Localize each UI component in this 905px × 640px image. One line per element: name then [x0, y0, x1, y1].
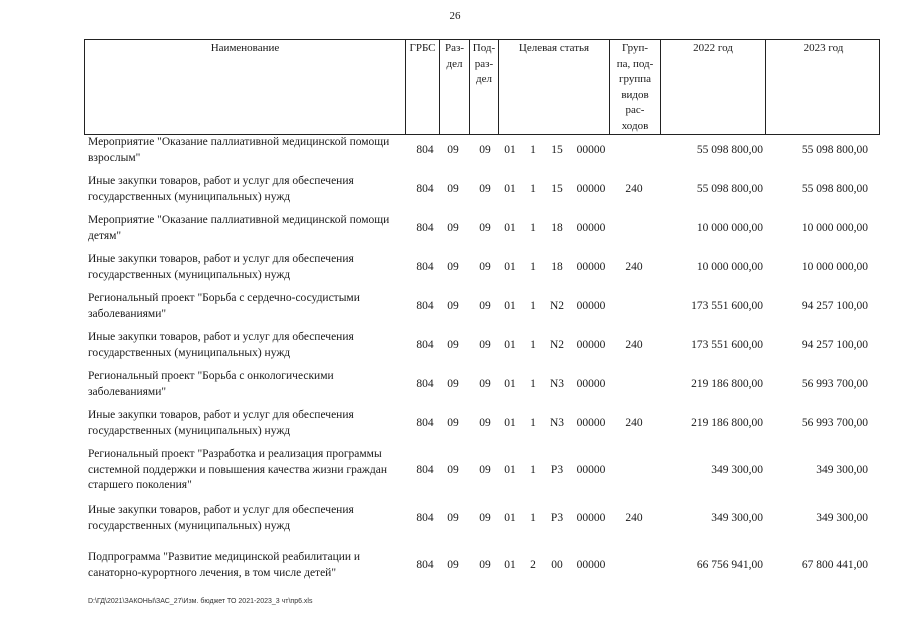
cell-grbs: 804	[416, 463, 434, 476]
cell-target-program: 01	[504, 416, 516, 429]
cell-target-program: 01	[504, 338, 516, 351]
cell-podrazdel: 09	[479, 416, 491, 429]
cell-podrazdel: 09	[479, 377, 491, 390]
file-path-footer: D:\ГД\2021\ЗАКОНЫ\ЗАС_27\Изм. бюджет ТО 2021-2023_3 чт\пр6.xls	[88, 598, 313, 605]
cell-group: 240	[625, 260, 643, 273]
cell-group: 240	[625, 416, 643, 429]
header-razdel: Раз- дел	[439, 40, 469, 134]
cell-name: Подпрограмма "Развитие медицинской реабилитации и санаторно-курортного лечения, в том числе детей"	[88, 551, 361, 579]
cell-grbs: 804	[416, 511, 434, 524]
cell-target-subprogram: 1	[530, 511, 536, 524]
cell-target-direction: N3	[549, 377, 565, 390]
cell-name: Региональный проект "Разработка и реализация программы системной поддержки и повышения качества жизни граждан старшего поколения"	[88, 448, 387, 491]
cell-amount-2022: 173 551 600,00	[691, 338, 763, 351]
cell-target-code: 00000	[576, 260, 606, 273]
cell-name: Иные закупки товаров, работ и услуг для обеспечения государственных (муниципальных) нужд	[88, 253, 354, 281]
table-row	[0, 330, 905, 361]
cell-razdel: 09	[447, 299, 459, 312]
cell-target-direction: N2	[549, 299, 565, 312]
table-row	[0, 252, 905, 283]
cell-amount-2023: 55 098 800,00	[801, 182, 868, 195]
cell-target-subprogram: 1	[530, 416, 536, 429]
cell-target-direction: P3	[550, 511, 564, 524]
cell-target-program: 01	[504, 511, 516, 524]
cell-razdel: 09	[447, 338, 459, 351]
cell-name: Иные закупки товаров, работ и услуг для обеспечения государственных (муниципальных) нужд	[88, 331, 354, 359]
cell-target-code: 00000	[576, 182, 606, 195]
cell-name: Региональный проект "Борьба с сердечно-сосудистыми заболеваниями"	[88, 292, 360, 320]
table-row	[0, 503, 905, 534]
cell-razdel: 09	[447, 260, 459, 273]
cell-razdel: 09	[447, 182, 459, 195]
cell-target-code: 00000	[576, 416, 606, 429]
cell-podrazdel: 09	[479, 260, 491, 273]
header-grbs: ГРБС	[405, 40, 439, 134]
table-row	[0, 408, 905, 439]
cell-razdel: 09	[447, 511, 459, 524]
cell-amount-2023: 10 000 000,00	[801, 221, 868, 234]
page-number: 26	[449, 10, 461, 22]
cell-amount-2023: 56 993 700,00	[801, 377, 868, 390]
cell-amount-2023: 94 257 100,00	[801, 338, 868, 351]
cell-group: 240	[625, 182, 643, 195]
cell-amount-2022: 173 551 600,00	[691, 299, 763, 312]
table-header	[84, 39, 880, 135]
cell-amount-2022: 55 098 800,00	[696, 182, 763, 195]
table-row	[0, 369, 905, 400]
cell-target-code: 00000	[576, 463, 606, 476]
cell-name: Мероприятие "Оказание паллиативной медицинской помощи взрослым"	[88, 136, 390, 164]
cell-target-code: 00000	[576, 558, 606, 571]
cell-grbs: 804	[416, 299, 434, 312]
table-row	[0, 550, 905, 581]
cell-amount-2022: 66 756 941,00	[696, 558, 763, 571]
cell-grbs: 804	[416, 182, 434, 195]
cell-razdel: 09	[447, 221, 459, 234]
cell-name: Мероприятие "Оказание паллиативной медицинской помощи детям"	[88, 214, 390, 242]
cell-amount-2023: 94 257 100,00	[801, 299, 868, 312]
cell-grbs: 804	[416, 260, 434, 273]
cell-podrazdel: 09	[479, 463, 491, 476]
cell-razdel: 09	[447, 558, 459, 571]
cell-target-subprogram: 1	[530, 377, 536, 390]
cell-target-subprogram: 1	[530, 260, 536, 273]
cell-amount-2022: 349 300,00	[711, 511, 763, 524]
cell-amount-2023: 55 098 800,00	[801, 143, 868, 156]
cell-amount-2022: 219 186 800,00	[691, 416, 763, 429]
cell-target-subprogram: 1	[530, 463, 536, 476]
cell-target-program: 01	[504, 558, 516, 571]
cell-grbs: 804	[416, 416, 434, 429]
cell-target-program: 01	[504, 143, 516, 156]
cell-amount-2023: 349 300,00	[816, 463, 868, 476]
cell-razdel: 09	[447, 143, 459, 156]
cell-target-subprogram: 1	[530, 143, 536, 156]
cell-target-direction: 15	[551, 182, 563, 195]
cell-podrazdel: 09	[479, 338, 491, 351]
cell-razdel: 09	[447, 416, 459, 429]
cell-target-program: 01	[504, 463, 516, 476]
cell-target-direction: 18	[551, 221, 563, 234]
cell-grbs: 804	[416, 377, 434, 390]
cell-amount-2022: 55 098 800,00	[696, 143, 763, 156]
cell-name: Иные закупки товаров, работ и услуг для обеспечения государственных (муниципальных) нужд	[88, 409, 354, 437]
cell-amount-2023: 56 993 700,00	[801, 416, 868, 429]
cell-target-direction: 00	[551, 558, 563, 571]
cell-target-subprogram: 1	[530, 338, 536, 351]
cell-podrazdel: 09	[479, 511, 491, 524]
header-2022: 2022 год	[660, 40, 765, 134]
cell-amount-2022: 349 300,00	[711, 463, 763, 476]
cell-target-code: 00000	[576, 511, 606, 524]
cell-grbs: 804	[416, 221, 434, 234]
cell-podrazdel: 09	[479, 182, 491, 195]
cell-name: Иные закупки товаров, работ и услуг для обеспечения государственных (муниципальных) нужд	[88, 175, 354, 203]
cell-amount-2023: 10 000 000,00	[801, 260, 868, 273]
cell-amount-2023: 67 800 441,00	[801, 558, 868, 571]
cell-amount-2022: 10 000 000,00	[696, 260, 763, 273]
table-row	[0, 135, 905, 166]
cell-target-direction: 18	[551, 260, 563, 273]
cell-target-code: 00000	[576, 143, 606, 156]
cell-target-code: 00000	[576, 221, 606, 234]
header-target: Целевая статья	[498, 40, 609, 134]
cell-target-direction: P3	[550, 463, 564, 476]
cell-target-program: 01	[504, 377, 516, 390]
cell-target-code: 00000	[576, 377, 606, 390]
table-row	[0, 213, 905, 244]
table-row	[0, 291, 905, 322]
cell-amount-2022: 219 186 800,00	[691, 377, 763, 390]
cell-target-program: 01	[504, 182, 516, 195]
table-row	[0, 447, 905, 494]
cell-grbs: 804	[416, 143, 434, 156]
cell-grbs: 804	[416, 558, 434, 571]
cell-target-subprogram: 1	[530, 182, 536, 195]
header-name: Наименование	[210, 42, 280, 54]
cell-target-direction: N2	[549, 338, 565, 351]
header-group: Груп- па, под- группа видов рас- ходов	[609, 40, 660, 134]
cell-podrazdel: 09	[479, 299, 491, 312]
cell-name: Иные закупки товаров, работ и услуг для обеспечения государственных (муниципальных) нужд	[88, 504, 354, 532]
cell-amount-2022: 10 000 000,00	[696, 221, 763, 234]
header-2023: 2023 год	[765, 40, 881, 134]
cell-razdel: 09	[447, 377, 459, 390]
cell-grbs: 804	[416, 338, 434, 351]
cell-amount-2023: 349 300,00	[816, 511, 868, 524]
cell-target-subprogram: 1	[530, 221, 536, 234]
cell-group: 240	[625, 338, 643, 351]
cell-target-code: 00000	[576, 299, 606, 312]
cell-group: 240	[625, 511, 643, 524]
cell-podrazdel: 09	[479, 558, 491, 571]
cell-podrazdel: 09	[479, 221, 491, 234]
cell-podrazdel: 09	[479, 143, 491, 156]
cell-target-program: 01	[504, 221, 516, 234]
cell-target-direction: N3	[549, 416, 565, 429]
cell-target-code: 00000	[576, 338, 606, 351]
table-row	[0, 174, 905, 205]
cell-target-subprogram: 2	[530, 558, 536, 571]
header-podrazdel: Под- раз- дел	[469, 40, 498, 134]
cell-target-direction: 15	[551, 143, 563, 156]
cell-target-program: 01	[504, 260, 516, 273]
cell-target-subprogram: 1	[530, 299, 536, 312]
cell-target-program: 01	[504, 299, 516, 312]
cell-razdel: 09	[447, 463, 459, 476]
cell-name: Региональный проект "Борьба с онкологическими заболеваниями"	[88, 370, 334, 398]
